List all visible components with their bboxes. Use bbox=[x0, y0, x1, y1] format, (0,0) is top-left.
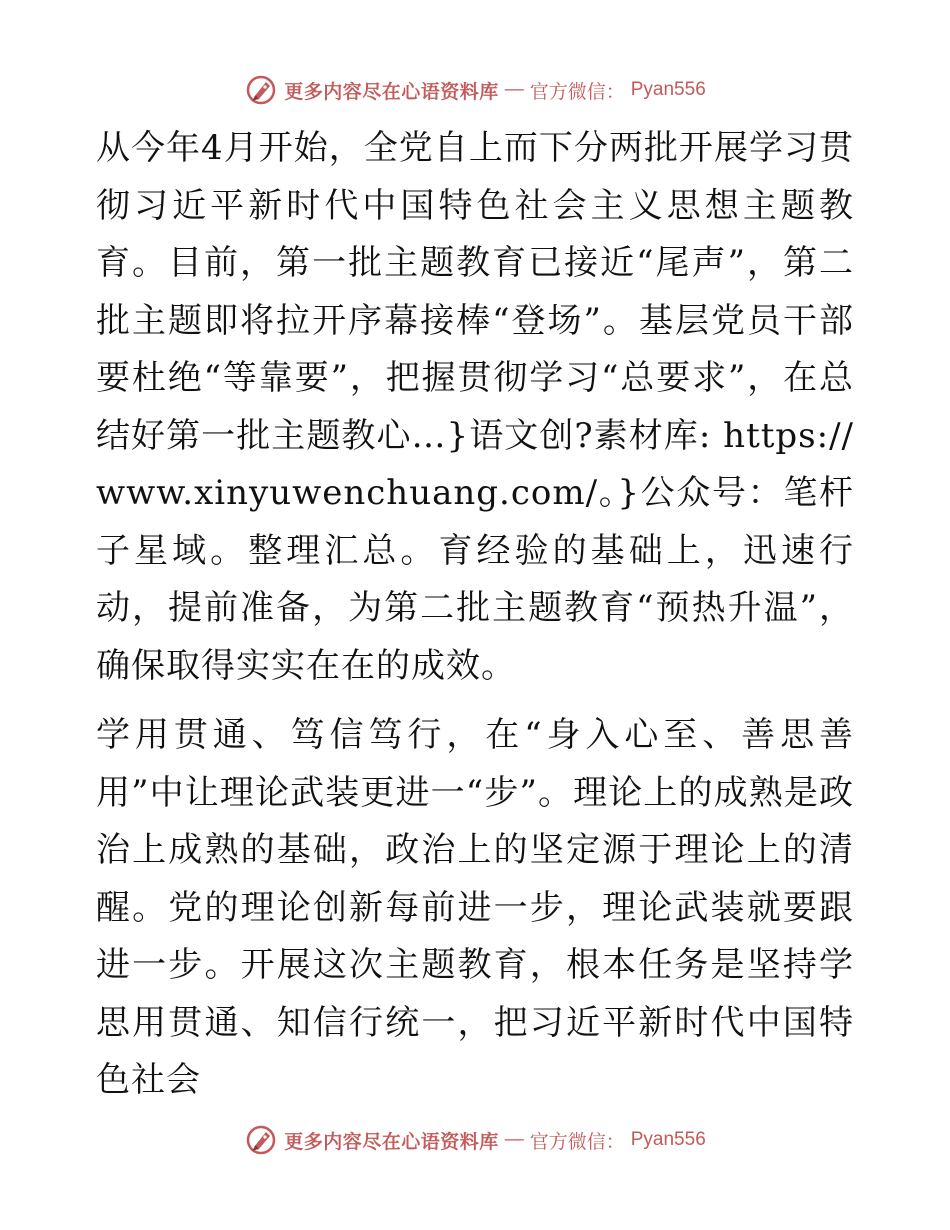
pen-nib-seal-icon bbox=[244, 73, 278, 107]
watermark-brand: 更多内容尽在心语资料库 bbox=[284, 80, 499, 103]
watermark-official-label: 官方微信： bbox=[529, 80, 625, 103]
watermark-separator: — bbox=[504, 1129, 524, 1150]
pen-nib-seal-icon bbox=[244, 1123, 278, 1157]
watermark-brand: 更多内容尽在心语资料库 bbox=[284, 1130, 499, 1153]
watermark-wechat-id: Pyan556 bbox=[630, 79, 706, 100]
footer-watermark bbox=[0, 1120, 950, 1160]
document-body bbox=[96, 120, 854, 1110]
paragraph-2: 学用贯通、笃信笃行，在“身入心至、善思善用”中让理论武装更进一“步”。理论上的成熟是政治上成熟的基础，政治上的坚定源于理论上的清醒。党的理论创新每前进一步，理论武装就要跟进一步。开展这次主题教育，根本任务是坚持学思用贯通、知信行统一，把习近平新时代中国特色社会 bbox=[96, 715, 854, 1100]
paragraph-1: 从今年4月开始，全党自上而下分两批开展学习贯彻习近平新时代中国特色社会主义思想主题教育。目前，第一批主题教育已接近“尾声”，第二批主题即将拉开序幕接棒“登场”。基层党员干部要杜绝“等靠要”，把握贯彻学习“总要求”，在总结好第一批主题教心…}语文创?素材库: https://www.xinyuwenchuang.com/。}公众号：笔杆子星域。整理汇总。育经验的基础上，迅速行动，提前准备，为第二批主题教育“预热升温”，确保取得实实在在的成效。 bbox=[96, 128, 854, 686]
header-watermark bbox=[0, 70, 950, 110]
watermark-official-label: 官方微信： bbox=[529, 1130, 625, 1153]
watermark-separator: — bbox=[504, 79, 524, 100]
watermark-wechat-id: Pyan556 bbox=[630, 1129, 706, 1150]
